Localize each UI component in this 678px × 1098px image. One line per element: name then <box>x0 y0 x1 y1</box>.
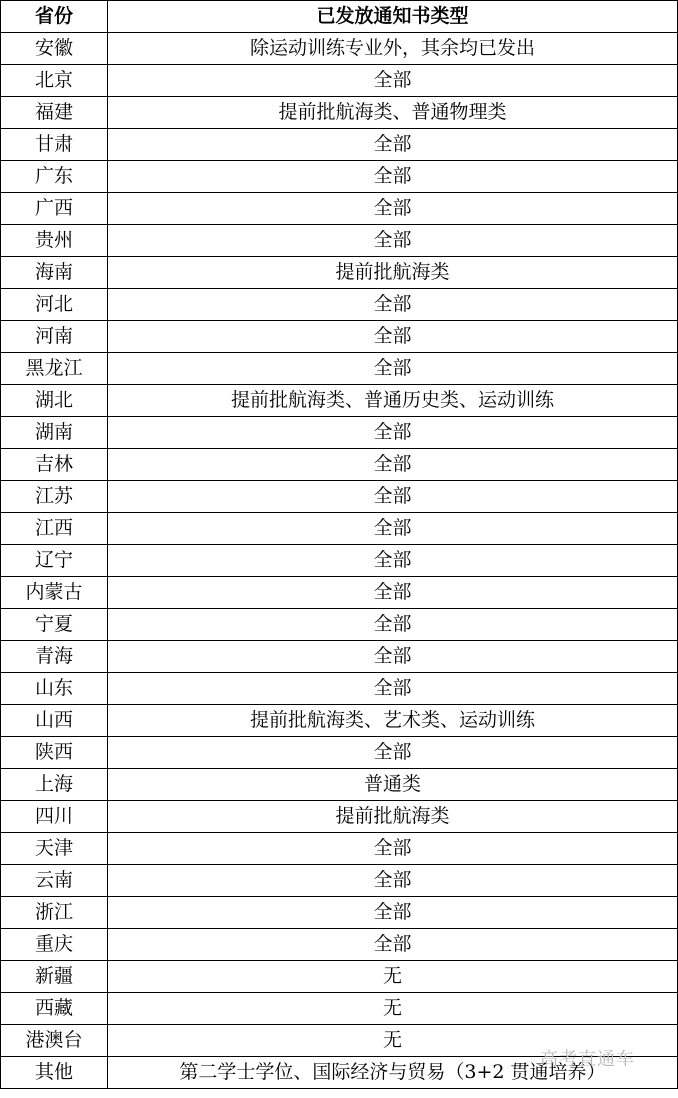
notice-type-cell: 全部 <box>108 449 678 481</box>
notice-type-cell: 全部 <box>108 289 678 321</box>
notice-type-cell: 普通类 <box>108 769 678 801</box>
province-cell: 北京 <box>1 65 108 97</box>
table-row <box>1 257 678 289</box>
province-cell: 港澳台 <box>1 1025 108 1057</box>
table-row <box>1 65 678 97</box>
province-cell: 宁夏 <box>1 609 108 641</box>
notice-type-cell: 全部 <box>108 865 678 897</box>
notice-type-cell: 全部 <box>108 897 678 929</box>
table-row <box>1 193 678 225</box>
notice-type-cell: 提前批航海类、艺术类、运动训练 <box>108 705 678 737</box>
table-row <box>1 705 678 737</box>
table-row <box>1 961 678 993</box>
header-province: 省份 <box>1 1 108 33</box>
header-notice-type: 已发放通知书类型 <box>108 1 678 33</box>
table-row <box>1 673 678 705</box>
table-row <box>1 545 678 577</box>
province-cell: 河南 <box>1 321 108 353</box>
province-cell: 黑龙江 <box>1 353 108 385</box>
province-cell: 海南 <box>1 257 108 289</box>
notice-type-cell: 提前批航海类 <box>108 801 678 833</box>
notice-type-cell: 除运动训练专业外，其余均已发出 <box>108 33 678 65</box>
notice-type-cell: 全部 <box>108 65 678 97</box>
table-row <box>1 33 678 65</box>
notice-type-cell: 全部 <box>108 577 678 609</box>
notice-type-cell: 全部 <box>108 481 678 513</box>
province-cell: 辽宁 <box>1 545 108 577</box>
table-row <box>1 385 678 417</box>
table-row <box>1 833 678 865</box>
table-row <box>1 865 678 897</box>
notice-type-cell: 全部 <box>108 161 678 193</box>
table-row <box>1 417 678 449</box>
notice-type-cell: 提前批航海类、普通历史类、运动训练 <box>108 385 678 417</box>
province-cell: 吉林 <box>1 449 108 481</box>
notice-type-cell: 全部 <box>108 641 678 673</box>
notice-type-cell: 无 <box>108 961 678 993</box>
province-cell: 西藏 <box>1 993 108 1025</box>
table-row <box>1 929 678 961</box>
notice-type-cell: 全部 <box>108 545 678 577</box>
province-cell: 其他 <box>1 1057 108 1089</box>
table-row <box>1 641 678 673</box>
table-row <box>1 609 678 641</box>
table-row <box>1 513 678 545</box>
table-row <box>1 897 678 929</box>
watermark-logo: 高考直通车 <box>540 1049 635 1070</box>
notice-type-cell: 全部 <box>108 129 678 161</box>
province-cell: 贵州 <box>1 225 108 257</box>
table-row <box>1 993 678 1025</box>
notice-type-cell: 无 <box>108 1025 678 1057</box>
notice-type-cell: 无 <box>108 993 678 1025</box>
notice-type-cell: 全部 <box>108 193 678 225</box>
province-cell: 湖北 <box>1 385 108 417</box>
province-cell: 浙江 <box>1 897 108 929</box>
province-cell: 上海 <box>1 769 108 801</box>
province-cell: 河北 <box>1 289 108 321</box>
notice-type-cell: 全部 <box>108 929 678 961</box>
notice-type-cell: 全部 <box>108 353 678 385</box>
table-row <box>1 769 678 801</box>
province-cell: 天津 <box>1 833 108 865</box>
province-cell: 福建 <box>1 97 108 129</box>
province-cell: 四川 <box>1 801 108 833</box>
province-cell: 重庆 <box>1 929 108 961</box>
table-row <box>1 449 678 481</box>
province-cell: 陕西 <box>1 737 108 769</box>
table-body <box>1 33 678 1089</box>
province-cell: 云南 <box>1 865 108 897</box>
header-row <box>1 1 678 33</box>
province-cell: 山西 <box>1 705 108 737</box>
province-cell: 安徽 <box>1 33 108 65</box>
notice-type-cell: 全部 <box>108 513 678 545</box>
notice-type-cell: 提前批航海类 <box>108 257 678 289</box>
province-cell: 山东 <box>1 673 108 705</box>
table-row <box>1 161 678 193</box>
table-row <box>1 737 678 769</box>
notice-type-cell: 全部 <box>108 737 678 769</box>
province-cell: 湖南 <box>1 417 108 449</box>
notice-type-cell: 第二学士学位、国际经济与贸易（3+2 贯通培养） <box>108 1057 678 1089</box>
province-cell: 江西 <box>1 513 108 545</box>
province-cell: 新疆 <box>1 961 108 993</box>
province-cell: 江苏 <box>1 481 108 513</box>
table-row <box>1 353 678 385</box>
notice-type-cell: 全部 <box>108 833 678 865</box>
table-row <box>1 289 678 321</box>
table-row <box>1 481 678 513</box>
table-row <box>1 225 678 257</box>
notice-type-cell: 全部 <box>108 673 678 705</box>
notice-type-cell: 提前批航海类、普通物理类 <box>108 97 678 129</box>
table-row <box>1 801 678 833</box>
table-row <box>1 129 678 161</box>
table-row <box>1 321 678 353</box>
province-cell: 青海 <box>1 641 108 673</box>
province-cell: 广西 <box>1 193 108 225</box>
notice-type-cell: 全部 <box>108 225 678 257</box>
notice-type-cell: 全部 <box>108 321 678 353</box>
notice-type-cell: 全部 <box>108 417 678 449</box>
table-row <box>1 577 678 609</box>
province-cell: 内蒙古 <box>1 577 108 609</box>
province-cell: 甘肃 <box>1 129 108 161</box>
province-cell: 广东 <box>1 161 108 193</box>
notice-type-cell: 全部 <box>108 609 678 641</box>
table-row <box>1 97 678 129</box>
